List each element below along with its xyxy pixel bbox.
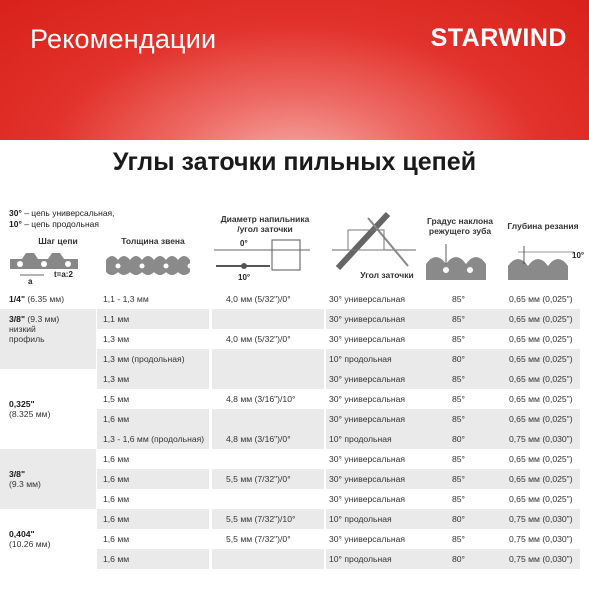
file-cell: 5,5 мм (7/32")/0° — [226, 534, 291, 544]
gauge-cell: 1,5 мм — [103, 394, 130, 404]
pitch-label — [9, 294, 64, 304]
banner-title: Рекомендации — [30, 24, 217, 54]
cut-depth-diagram — [504, 236, 586, 284]
header-pitch: Шаг цепи — [38, 236, 78, 246]
file-angle-diagram — [212, 236, 312, 284]
angle-legend — [9, 208, 115, 230]
table-row — [0, 389, 589, 409]
table-row — [0, 449, 589, 469]
depth-10-label: 10° — [572, 251, 585, 260]
header-tilt-line2: режущего зуба — [428, 226, 492, 236]
table-row — [0, 329, 589, 349]
pitch-extra: (10.26 мм) — [9, 539, 51, 549]
table-row — [0, 289, 589, 309]
tooth-tilt-cell: 80° — [452, 354, 465, 364]
gauge-cell: 1,3 мм (продольная) — [103, 354, 185, 364]
row-shade — [212, 349, 324, 369]
brand-logo: STARWIND — [430, 24, 567, 52]
pitch-mm: (9.3 мм) — [25, 314, 60, 324]
file-cell: 5,5 мм (7/32")/10° — [226, 514, 296, 524]
header-banner — [0, 0, 589, 140]
row-shade — [212, 369, 324, 389]
sharpen-angle-cell: 30° универсальная — [329, 474, 406, 484]
page-title: Углы заточки пильных цепей — [112, 148, 477, 176]
sharpen-angle-cell: 10° продольная — [329, 514, 392, 524]
file-0-label: 0° — [240, 239, 248, 248]
table-row — [0, 429, 589, 449]
sharpen-angle-cell: 30° универсальная — [329, 294, 406, 304]
cut-depth-cell: 0,75 мм (0,030") — [509, 554, 573, 564]
sharpen-angle-cell: 30° универсальная — [329, 374, 406, 384]
pitch-value: 3/8" — [9, 469, 26, 479]
gauge-cell: 1,3 мм — [103, 374, 130, 384]
gauge-cell: 1,3 - 1,6 мм (продольная) — [103, 434, 205, 444]
file-cell: 5,5 мм (7/32")/0° — [226, 474, 291, 484]
pitch-formula-label: t=a:2 — [54, 270, 73, 279]
file-cell: 4,0 мм (5/32")/0° — [226, 334, 291, 344]
tooth-tilt-cell: 85° — [452, 454, 465, 464]
file-10-label: 10° — [238, 273, 251, 282]
cut-depth-cell: 0,65 мм (0,025") — [509, 374, 573, 384]
row-shade — [212, 549, 324, 569]
pitch-value: 0,404" — [9, 529, 35, 539]
file-cell: 4,0 мм (5/32")/0° — [226, 294, 291, 304]
sharpen-angle-cell: 30° универсальная — [329, 414, 406, 424]
tooth-tilt-cell: 85° — [452, 374, 465, 384]
gauge-cell: 1,6 мм — [103, 494, 130, 504]
pitch-label — [9, 399, 50, 419]
table-row — [0, 509, 589, 529]
gauge-cell: 1,1 мм — [103, 314, 130, 324]
tooth-tilt-cell: 80° — [452, 554, 465, 564]
sharpen-angle-cell: 10° продольная — [329, 354, 392, 364]
tooth-tilt-cell: 85° — [452, 414, 465, 424]
cut-depth-cell: 0,65 мм (0,025") — [509, 314, 573, 324]
tooth-tilt-cell: 80° — [452, 434, 465, 444]
table-row — [0, 369, 589, 389]
sharpen-angle-diagram — [328, 210, 420, 272]
header-sharpen-angle: Угол заточки — [360, 270, 414, 280]
table-row — [0, 309, 589, 329]
cut-depth-cell: 0,75 мм (0,030") — [509, 434, 573, 444]
table-row — [0, 489, 589, 509]
sharpen-angle-cell: 30° универсальная — [329, 534, 406, 544]
cut-depth-cell: 0,65 мм (0,025") — [509, 494, 573, 504]
pitch-diagram — [8, 245, 88, 285]
sharpen-angle-cell: 10° продольная — [329, 554, 392, 564]
sharpen-angle-cell: 30° универсальная — [329, 334, 406, 344]
tooth-tilt-cell: 85° — [452, 474, 465, 484]
tooth-tilt-cell: 85° — [452, 294, 465, 304]
tooth-tilt-cell: 85° — [452, 314, 465, 324]
gauge-cell: 1,6 мм — [103, 474, 130, 484]
header-gauge: Толщина звена — [121, 236, 185, 246]
tooth-tilt-cell: 85° — [452, 494, 465, 504]
gauge-diagram — [104, 250, 202, 280]
sharpen-angle-cell: 30° универсальная — [329, 494, 406, 504]
legend-text-10: – цепь продольная — [21, 219, 99, 229]
gauge-cell: 1,6 мм — [103, 534, 130, 544]
table-row — [0, 349, 589, 369]
cut-depth-cell: 0,65 мм (0,025") — [509, 354, 573, 364]
legend-text-30: – цепь универсальная, — [21, 208, 115, 218]
pitch-extra: низкий — [9, 324, 36, 334]
tooth-tilt-cell: 85° — [452, 534, 465, 544]
tooth-tilt-diagram — [424, 240, 496, 284]
row-shade — [212, 409, 324, 429]
gauge-cell: 1,3 мм — [103, 334, 130, 344]
pitch-mm: (6.35 мм) — [25, 294, 65, 304]
gauge-cell: 1,6 мм — [103, 514, 130, 524]
cut-depth-cell: 0,65 мм (0,025") — [509, 294, 573, 304]
row-shade — [212, 309, 324, 329]
gauge-cell: 1,6 мм — [103, 554, 130, 564]
pitch-value: 3/8" — [9, 314, 26, 324]
table-row — [0, 409, 589, 429]
cut-depth-cell: 0,65 мм (0,025") — [509, 334, 573, 344]
pitch-value: 1/4" — [9, 294, 26, 304]
pitch-label — [9, 529, 50, 549]
file-cell: 4,8 мм (3/16")/10° — [226, 394, 296, 404]
pitch-extra: профиль — [9, 334, 45, 344]
tooth-tilt-cell: 85° — [452, 334, 465, 344]
file-cell: 4,8 мм (3/16")/0° — [226, 434, 291, 444]
sharpen-angle-cell: 10° продольная — [329, 434, 392, 444]
sharpen-angle-cell: 30° универсальная — [329, 454, 406, 464]
pitch-label — [9, 314, 59, 344]
pitch-a-label: a — [28, 277, 33, 285]
cut-depth-cell: 0,65 мм (0,025") — [509, 454, 573, 464]
cut-depth-cell: 0,65 мм (0,025") — [509, 474, 573, 484]
header-cut-depth: Глубина резания — [507, 221, 579, 231]
pitch-label — [9, 469, 41, 489]
header-tooth-tilt — [420, 216, 500, 236]
header-file-line1: Диаметр напильника — [220, 214, 310, 224]
gauge-cell: 1,6 мм — [103, 454, 130, 464]
sharpen-angle-cell: 30° универсальная — [329, 314, 406, 324]
sharpen-angle-cell: 30° универсальная — [329, 394, 406, 404]
pitch-extra: (8.325 мм) — [9, 409, 51, 419]
cut-depth-cell: 0,65 мм (0,025") — [509, 414, 573, 424]
legend-angle-10: 10° — [9, 219, 22, 229]
cut-depth-cell: 0,75 мм (0,030") — [509, 514, 573, 524]
cut-depth-cell: 0,65 мм (0,025") — [509, 394, 573, 404]
pitch-extra: (9.3 мм) — [9, 479, 41, 489]
table-row — [0, 469, 589, 489]
gauge-cell: 1,1 - 1,3 мм — [103, 294, 149, 304]
header-file — [210, 214, 320, 234]
tooth-tilt-cell: 80° — [452, 514, 465, 524]
header-file-line2: /угол заточки — [237, 224, 293, 234]
table-row — [0, 549, 589, 569]
header-tilt-line1: Градус наклона — [426, 216, 494, 226]
tooth-tilt-cell: 85° — [452, 394, 465, 404]
legend-angle-30: 30° — [9, 208, 22, 218]
table-row — [0, 529, 589, 549]
gauge-cell: 1,6 мм — [103, 414, 130, 424]
cut-depth-cell: 0,75 мм (0,030") — [509, 534, 573, 544]
pitch-value: 0,325" — [9, 399, 35, 409]
